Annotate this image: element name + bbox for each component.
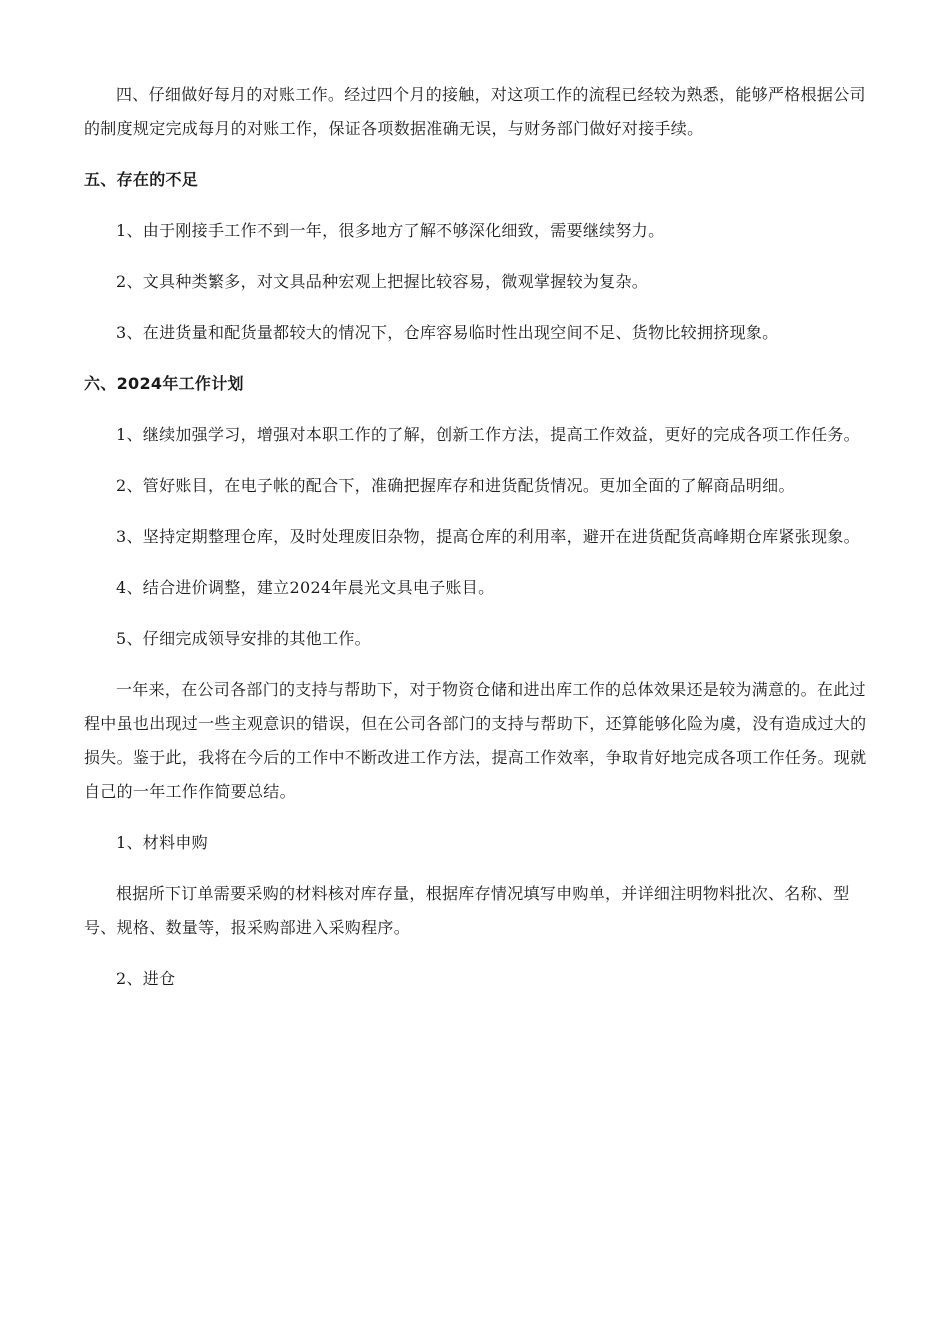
plan-item-2: 2、管好账目，在电子帐的配合下，准确把握库存和进货配货情况。更加全面的了解商品明细。 [116,476,795,495]
plan-item-4: 4、结合进价调整，建立2024年晨光文具电子账目。 [116,578,495,597]
shortcoming-item-3: 3、在进货量和配货量都较大的情况下，仓库容易临时性出现空间不足、货物比较拥挤现象。 [116,323,779,342]
paragraph-monthly-reconciliation: 四、仔细做好每月的对账工作。经过四个月的接触，对这项工作的流程已经较为熟悉，能够严格根据公司的制度规定完成每月的对账工作，保证各项数据准确无误，与财务部门做好对接手续。 [84,85,866,138]
summary-paragraph: 一年来，在公司各部门的支持与帮助下，对于物资仓储和进出库工作的总体效果还是较为满意的。在此过程中虽也出现过一些主观意识的错误，但在公司各部门的支持与帮助下，还算能够化险为虞，没有造成过大的损失。鉴于此，我将在今后的工作中不断改进工作方法，提高工作效率，争取肯好地完成各项工作任务。现就自己的一年工作作简要总结。 [84,680,867,801]
subsection-title-material-purchase: 1、材料申购 [116,833,208,852]
section-heading-shortcomings: 五、存在的不足 [84,170,199,189]
shortcoming-item-1: 1、由于刚接手工作不到一年，很多地方了解不够深化细致，需要继续努力。 [116,221,665,240]
material-purchase-paragraph: 根据所下订单需要采购的材料核对库存量，根据库存情况填写申购单，并详细注明物料批次、名称、型号、规格、数量等，报采购部进入采购程序。 [84,884,850,937]
section-heading-work-plan: 六、2024年工作计划 [84,374,244,393]
plan-item-3: 3、坚持定期整理仓库，及时处理废旧杂物，提高仓库的利用率，避开在进货配货高峰期仓库紧张现象。 [116,527,860,546]
shortcoming-item-2: 2、文具种类繁多，对文具品种宏观上把握比较容易，微观掌握较为复杂。 [116,272,649,291]
document-body [84,78,868,1013]
subsection-title-warehousing: 2、进仓 [116,969,176,988]
plan-item-1: 1、继续加强学习，增强对本职工作的了解，创新工作方法，提高工作效益，更好的完成各项工作任务。 [116,425,860,444]
plan-item-5: 5、仔细完成领导安排的其他工作。 [116,629,371,648]
